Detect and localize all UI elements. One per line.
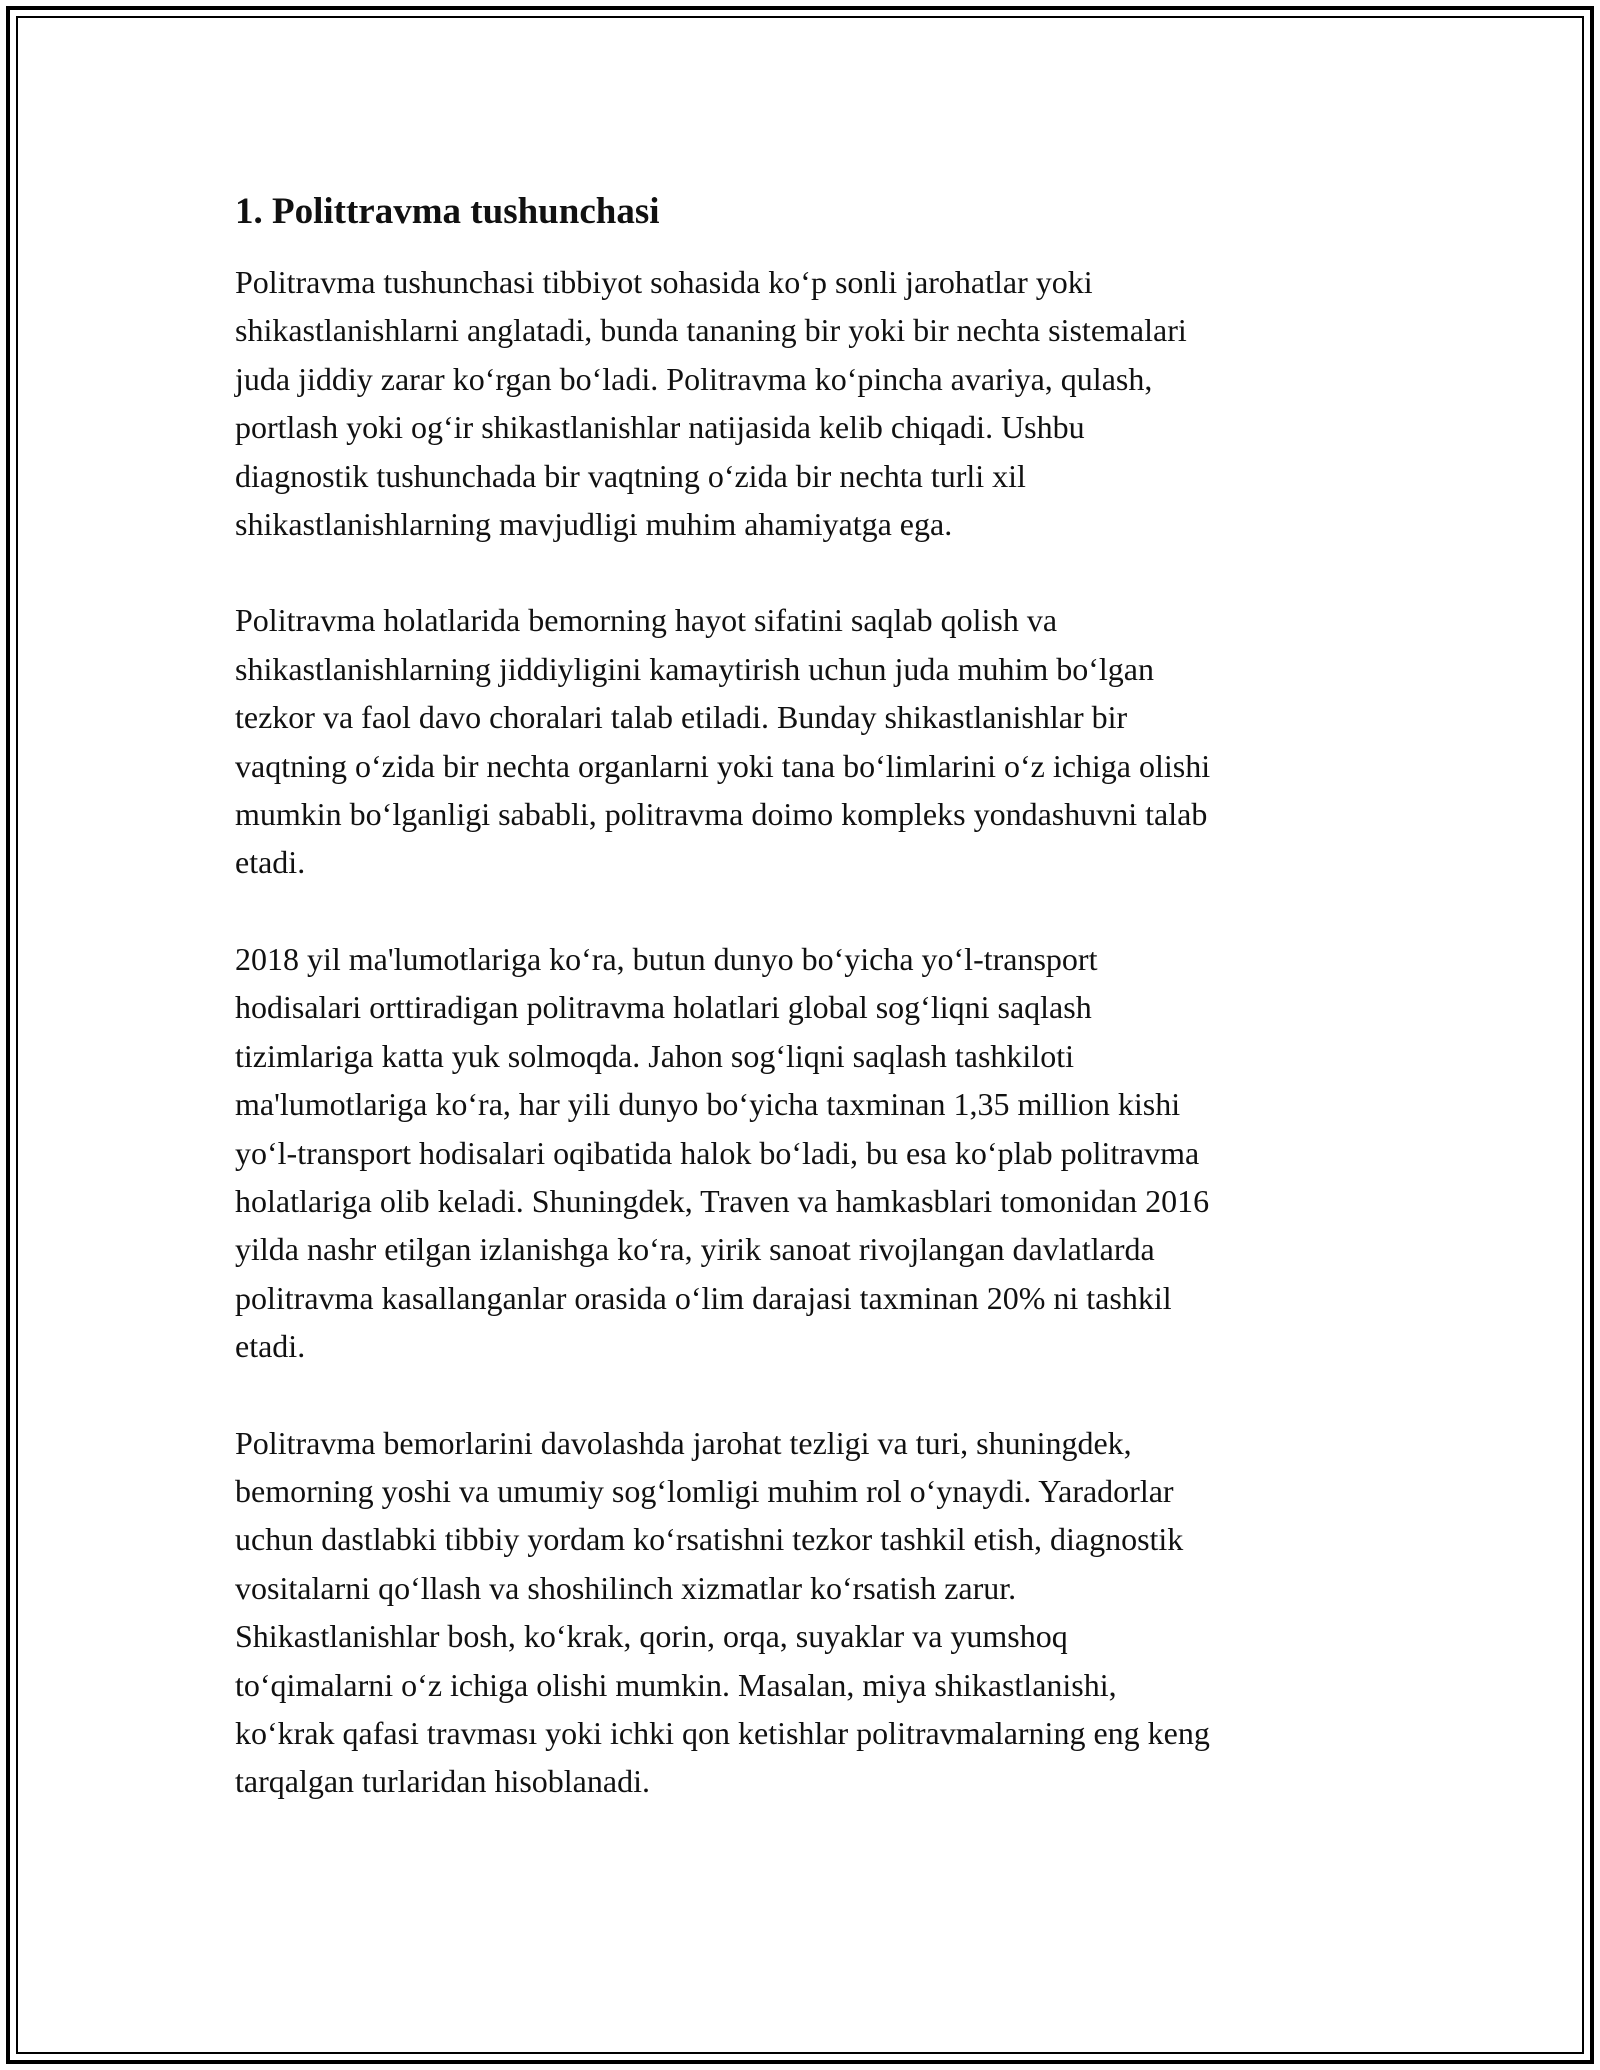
document-body (235, 186, 1365, 1854)
paragraph-treatment-urgency: Politravma holatlarida bemorning hayot sifatini saqlab qolish va shikastlanishlarning jiddiyligini kamaytirish uchun juda muhim boʻlgan tezkor va faol davo choralari talab etiladi. Bunday shikastlanishlar bir vaqtning oʻzida bir nechta organlarni yoki tana boʻlimlarini oʻz ichiga olishi mumkin boʻlganligi sababli, politravma doimo kompleks yondashuvni talab etadi. (235, 602, 1211, 881)
paragraph-definition: Politravma tushunchasi tibbiyot sohasida koʻp sonli jarohatlar yoki shikastlanishlarni anglatadi, bunda tananing bir yoki bir nechta sistemalari juda jiddiy zarar koʻrgan boʻladi. Politravma koʻpincha avariya, qulash, portlash yoki ogʻir shikastlanishlar natijasida kelib chiqadi. Ushbu diagnostik tushunchada bir vaqtning oʻzida bir nechta turli xil shikastlanishlarning mavjudligi muhim ahamiyatga ega. (235, 264, 1187, 543)
paragraph-factors: Politravma bemorlarini davolashda jarohat tezligi va turi, shuningdek, bemorning yoshi va umumiy sogʻlomligi muhim rol oʻynaydi. Yaradorlar uchun dastlabki tibbiy yordam koʻrsatishni tezkor tashkil etish, diagnostik vositalarni qoʻllash va shoshilinch xizmatlar koʻrsatish zarur. Shikastlanishlar bosh, koʻkrak, qorin, orqa, suyaklar va yumshoq toʻqimalarni oʻz ichiga olishi mumkin. Masalan, miya shikastlanishi, koʻkrak qafasi travması yoki ichki qon ketishlar politravmalarning eng keng tarqalgan turlaridan hisoblanadi. (235, 1424, 1210, 1800)
paragraph-statistics: 2018 yil ma'lumotlariga koʻra, butun dunyo boʻyicha yoʻl-transport hodisalari orttiradigan politravma holatlari global sogʻliqni saqlash tizimlariga katta yuk solmoqda. Jahon sogʻliqni saqlash tashkiloti ma'lumotlariga koʻra, har yili dunyo boʻyicha taxminan 1,35 million kishi yoʻl-transport hodisalari oqibatida halok boʻladi, bu esa koʻplab politravma holatlariga olib keladi. Shuningdek, Traven va hamkasblari tomonidan 2016 yilda nashr etilgan izlanishga koʻra, yirik sanoat rivojlangan davlatlarda politravma kasallanganlar orasida oʻlim darajasi taxminan 20% ni tashkil etadi. (235, 940, 1210, 1365)
section-heading: 1. Polittravma tushunchasi (235, 191, 660, 232)
